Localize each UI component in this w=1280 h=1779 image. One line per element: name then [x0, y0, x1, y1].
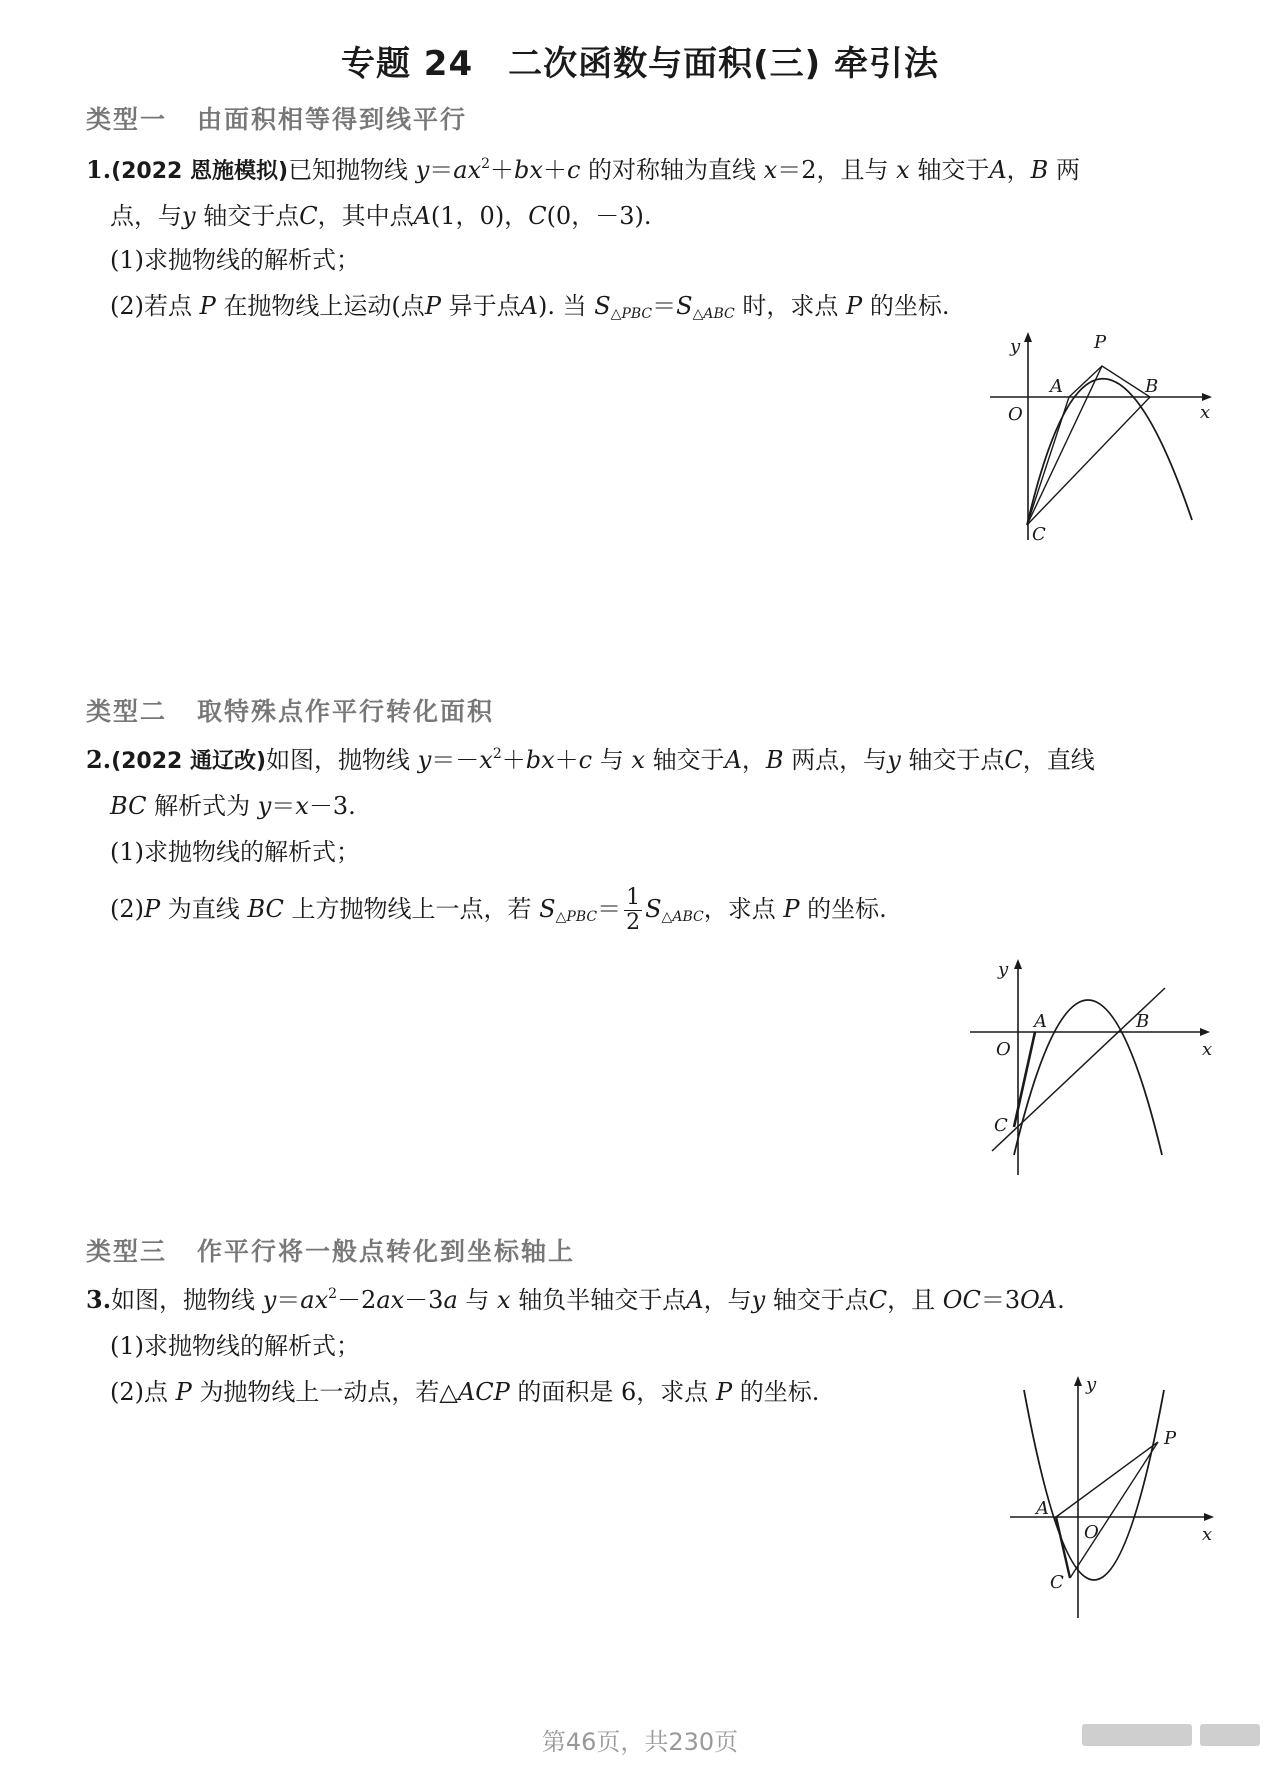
- label-c: C: [1050, 1572, 1064, 1593]
- page-counter: 第46页，共230页: [541, 1728, 739, 1756]
- label-p: P: [1094, 332, 1107, 353]
- figure-2: [970, 955, 1220, 1180]
- segment-cp: [1027, 366, 1102, 525]
- q3-line-1: 3.如图，抛物线 $y=ax^2-2ax-3a$ 与 x 轴负半轴交于点A，与y 轴交于点C，且 OC＝3OA.: [86, 1285, 1065, 1314]
- q2-line-1: 2.(2022 通辽改)如图，抛物线 $y=-x^2+bx+c$ 与 x 轴交于A，B 两点，与y 轴交于点C，直线: [86, 745, 1095, 774]
- label-b: B: [1136, 1011, 1150, 1032]
- x-axis-arrow: [1204, 1513, 1214, 1521]
- label-x: x: [1202, 1524, 1213, 1545]
- figure-3: [1010, 1370, 1225, 1630]
- label-b: B: [1145, 376, 1159, 397]
- page-title: 专题 24 二次函数与面积(三) 牵引法: [340, 44, 940, 84]
- q1-line-1: 1.(2022 恩施模拟)已知抛物线 $y=ax^2+bx+c$ 的对称轴为直线 x＝2，且与 x 轴交于A，B 两: [86, 155, 1080, 184]
- label-a: A: [1036, 1498, 1049, 1519]
- scrollbar-track-segment[interactable]: [1082, 1724, 1192, 1746]
- x-axis-arrow: [1200, 1028, 1210, 1036]
- type-heading-2: 类型二 取特殊点作平行转化面积: [86, 697, 495, 726]
- q1-part-2: (2)若点 P 在抛物线上运动(点P 异于点A). 当 $S_{\triangle PBC}=S_{\triangle ABC}$ 时，求点 P 的坐标.: [110, 292, 950, 322]
- page-scrollbar[interactable]: [1082, 1724, 1260, 1746]
- label-y: y: [998, 959, 1009, 980]
- label-y: y: [1010, 336, 1021, 357]
- segment-ap: [1056, 1442, 1158, 1517]
- q3-part-1: (1)求抛物线的解析式；: [110, 1332, 360, 1360]
- q1-part-1: (1)求抛物线的解析式；: [110, 246, 360, 274]
- label-c: C: [1032, 524, 1046, 545]
- label-o: O: [1008, 404, 1023, 425]
- q2-part-2: (2)P 为直线 BC 上方抛物线上一点，若 $S_{\triangle PBC}=$ $\frac{1}{2}$ $S_{\triangle ABC}$，求点 P 的坐标.: [110, 885, 887, 935]
- y-axis-arrow: [1014, 959, 1022, 969]
- q2-line-2: BC 解析式为 y＝x－3.: [110, 792, 356, 820]
- label-x: x: [1202, 1039, 1213, 1060]
- q1-line-2: 点，与y 轴交于点C，其中点A(1，0)，C(0，－3).: [110, 202, 652, 230]
- q3-part-2: (2)点 P 为抛物线上一动点，若△ACP 的面积是 6，求点 P 的坐标.: [110, 1378, 820, 1406]
- segment-cp: [1070, 1442, 1158, 1578]
- type-heading-1: 类型一 由面积相等得到线平行: [86, 105, 468, 134]
- label-o: O: [996, 1039, 1011, 1060]
- parabola: [1027, 379, 1192, 525]
- label-x: x: [1200, 402, 1211, 423]
- label-o: O: [1084, 1522, 1099, 1543]
- label-a: A: [1034, 1011, 1047, 1032]
- scrollbar-thumb[interactable]: [1200, 1724, 1260, 1746]
- x-axis-arrow: [1202, 393, 1212, 401]
- type-heading-3: 类型三 作平行将一般点转化到坐标轴上: [86, 1237, 576, 1266]
- triangle-lines: [1027, 366, 1150, 525]
- y-axis-arrow: [1074, 1376, 1082, 1386]
- label-a: A: [1050, 376, 1063, 397]
- parabola: [1024, 1390, 1164, 1580]
- figure-1: [990, 330, 1220, 550]
- y-axis-arrow: [1024, 332, 1032, 342]
- label-c: C: [994, 1115, 1008, 1136]
- segment-ac: [1056, 1517, 1070, 1578]
- label-y: y: [1086, 1374, 1097, 1395]
- q2-part-1: (1)求抛物线的解析式；: [110, 838, 360, 866]
- fraction-one-half: $\frac{1}{2}$: [626, 885, 641, 935]
- label-p: P: [1164, 1428, 1177, 1449]
